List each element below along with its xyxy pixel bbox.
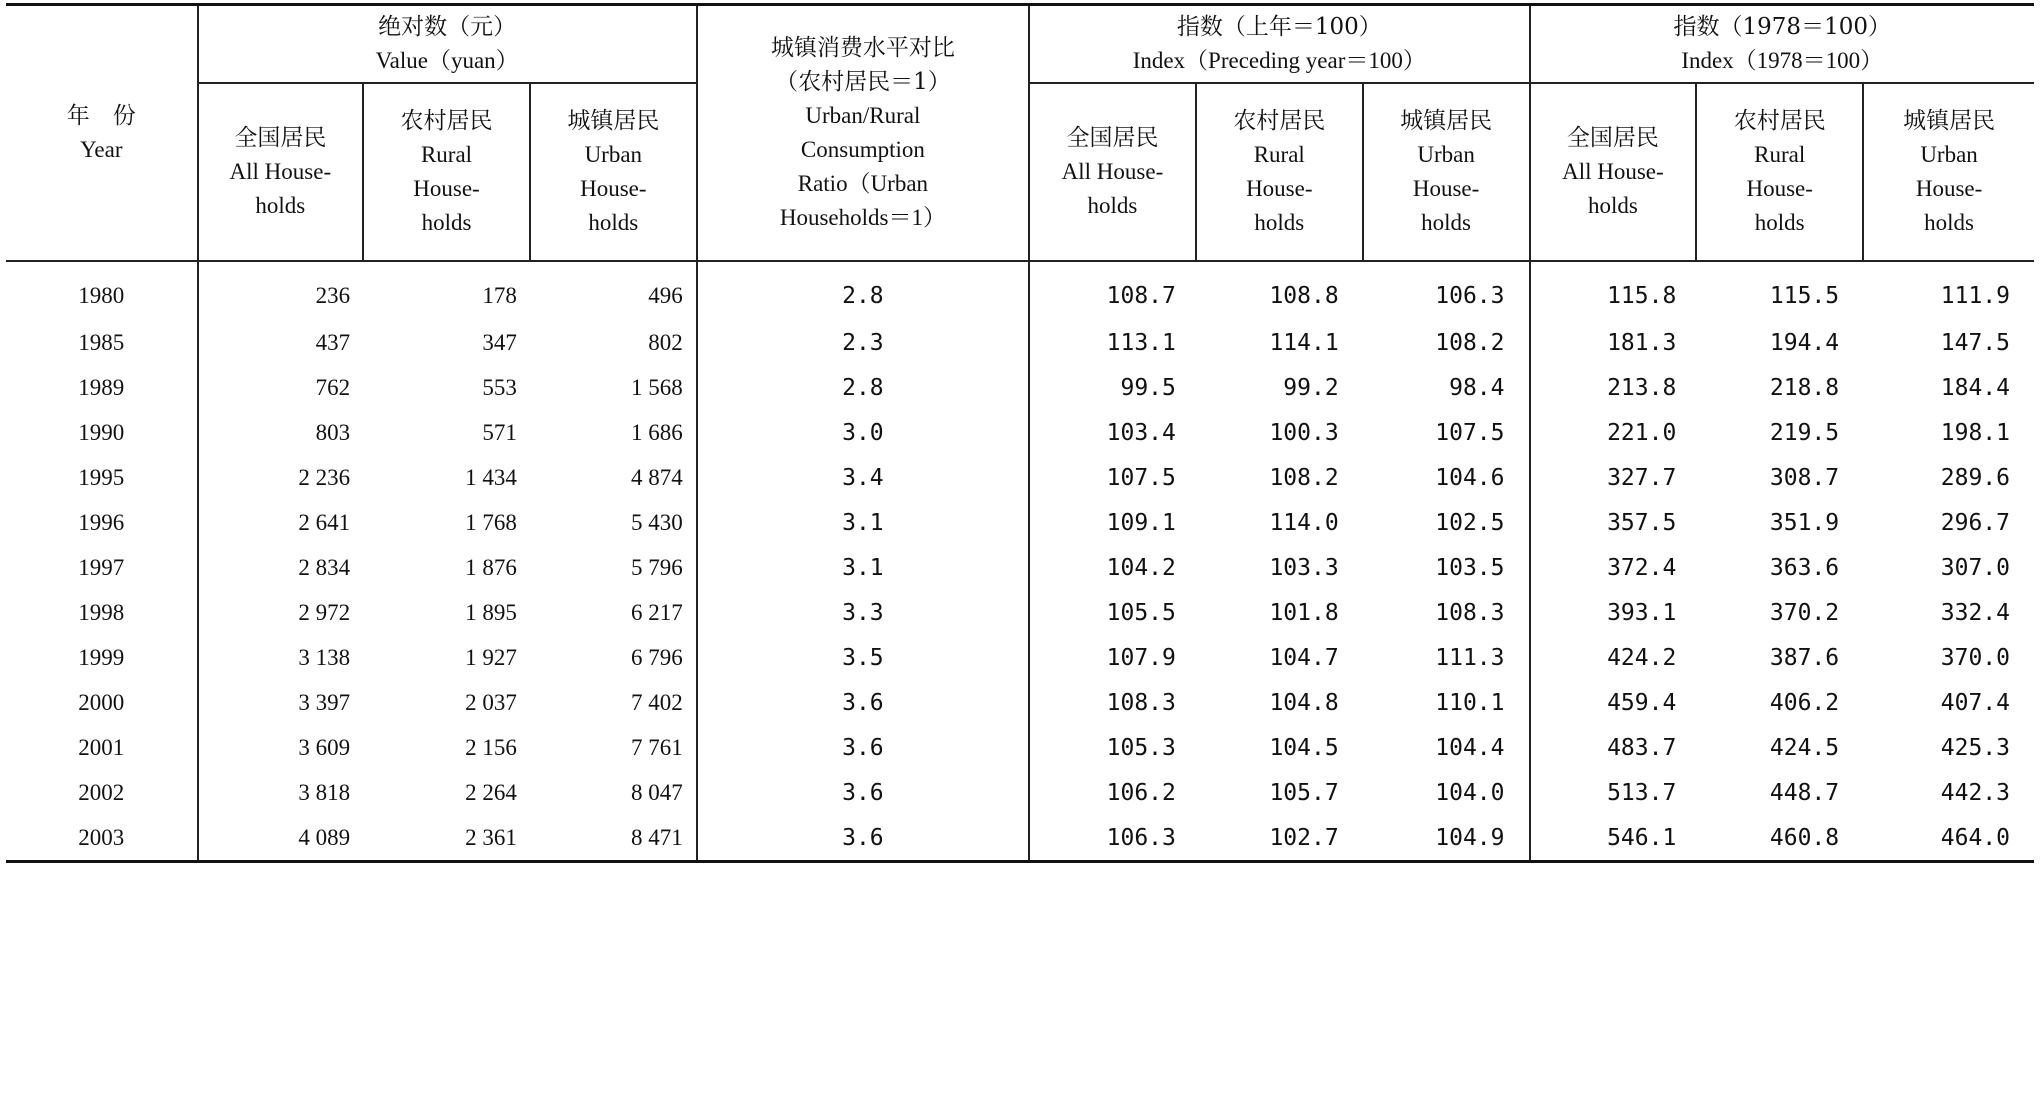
value-rural-cell: 1 768 <box>465 509 517 535</box>
index-1978-rural-cell: 406.2 <box>1769 689 1840 716</box>
consumption-level-table <box>6 3 2034 863</box>
year-cell: 1997 <box>6 545 198 590</box>
value-urban-cell: 8 471 <box>530 815 697 862</box>
index-1978-rural-cell: 219.5 <box>1769 419 1840 446</box>
value-urban-cell: 7 761 <box>530 725 697 770</box>
index-prev-rural-cell: 104.5 <box>1269 734 1339 761</box>
sub-all-zh: 全国居民 <box>234 125 327 151</box>
sub-urban-en1: Urban <box>1417 142 1475 167</box>
value-urban-cell: 6 796 <box>530 635 697 680</box>
sub-all-zh: 全国居民 <box>1066 125 1159 151</box>
value-all-cell: 3 397 <box>298 689 351 715</box>
sub-rural-en3: holds <box>421 210 472 235</box>
value-urban-cell: 7 402 <box>530 680 697 725</box>
value-urban-cell: 5 796 <box>530 545 697 590</box>
sub-rural-en3: holds <box>1254 210 1305 235</box>
table-body <box>6 261 2034 862</box>
value-rural-cell: 1 434 <box>465 464 517 490</box>
index-prev-all-cell: 105.3 <box>1106 734 1176 761</box>
ratio-header <box>697 5 1029 262</box>
index-prev-all-cell: 104.2 <box>1106 554 1176 581</box>
index-prev-rural-cell: 99.2 <box>1283 374 1339 401</box>
index-1978-urban-cell: 332.4 <box>1940 599 2010 626</box>
sub-rural-en1: Rural <box>1253 142 1305 167</box>
index-prev-urban-cell: 102.5 <box>1363 500 1530 545</box>
value-all-cell: 2 834 <box>298 554 351 580</box>
index-1978-rural-cell: 363.6 <box>1769 554 1840 581</box>
index-prev-all-cell: 108.7 <box>1106 283 1176 309</box>
sub-urban-en2: House- <box>1915 176 1983 201</box>
index-prev-rural-cell: 101.8 <box>1269 599 1339 626</box>
index-1978-all-cell: 327.7 <box>1607 464 1677 491</box>
table-row <box>6 261 2034 320</box>
index-1978-rural-cell: 308.7 <box>1769 464 1840 491</box>
table-row <box>6 500 2034 545</box>
sub-all-zh: 全国居民 <box>1566 125 1659 151</box>
value-rural-cell: 571 <box>482 419 517 445</box>
year-cell: 1989 <box>6 365 198 410</box>
index-prev-rural-header <box>1196 83 1363 261</box>
table-row <box>6 365 2034 410</box>
index-prev-urban-cell: 103.5 <box>1363 545 1530 590</box>
year-cell: 1995 <box>6 455 198 500</box>
table-row <box>6 725 2034 770</box>
index-prev-rural-cell: 103.3 <box>1269 554 1339 581</box>
value-rural-cell: 2 156 <box>465 734 517 760</box>
year-cell: 2003 <box>6 815 198 862</box>
value-rural-cell: 1 927 <box>465 644 517 670</box>
index-prev-urban-cell: 106.3 <box>1363 261 1530 320</box>
index-1978-urban-cell: 184.4 <box>1940 374 2010 401</box>
value-all-cell: 3 609 <box>298 734 351 760</box>
index-prev-urban-cell: 110.1 <box>1363 680 1530 725</box>
value-urban-cell: 6 217 <box>530 590 697 635</box>
index-1978-en: Index（1978＝100） <box>1681 48 1884 73</box>
table-row <box>6 635 2034 680</box>
value-urban-cell: 5 430 <box>530 500 697 545</box>
table-row <box>6 455 2034 500</box>
sub-rural-zh: 农村居民 <box>1233 108 1326 134</box>
sub-rural-en1: Rural <box>1754 142 1806 167</box>
index-prev-rural-cell: 104.8 <box>1269 689 1339 716</box>
sub-rural-zh: 农村居民 <box>400 108 493 134</box>
sub-rural-en1: Rural <box>420 142 473 167</box>
year-cell: 1990 <box>6 410 198 455</box>
sub-urban-en1: Urban <box>1920 142 1978 167</box>
index-prev-all-cell: 108.3 <box>1106 689 1176 716</box>
ratio-cell: 3.3 <box>697 590 1029 635</box>
value-group-header <box>198 5 697 84</box>
value-urban-cell: 4 874 <box>530 455 697 500</box>
index-1978-urban-cell: 198.1 <box>1940 419 2010 446</box>
sub-all-en1: All House- <box>229 159 332 184</box>
sub-urban-zh: 城镇居民 <box>1400 108 1493 134</box>
year-cell: 1998 <box>6 590 198 635</box>
value-all-cell: 2 972 <box>298 599 351 625</box>
index-1978-all-cell: 357.5 <box>1607 509 1677 536</box>
value-rural-cell: 1 876 <box>465 554 517 580</box>
index-1978-all-cell: 213.8 <box>1607 374 1677 401</box>
index-1978-rural-cell: 218.8 <box>1769 374 1840 401</box>
index-1978-urban-header <box>1863 83 2034 261</box>
index-prev-zh: 指数（上年＝100） <box>1176 14 1382 40</box>
ratio-cell: 2.8 <box>697 261 1029 320</box>
index-1978-all-cell: 115.8 <box>1607 283 1677 309</box>
index-prev-urban-cell: 108.3 <box>1363 590 1530 635</box>
ratio-cell: 3.6 <box>697 680 1029 725</box>
year-cell: 2001 <box>6 725 198 770</box>
index-1978-zh: 指数（1978＝100） <box>1673 14 1891 40</box>
value-urban-cell: 8 047 <box>530 770 697 815</box>
sub-all-en1: All House- <box>1061 159 1164 184</box>
table-row <box>6 815 2034 862</box>
ratio-en-4: Households＝1） <box>779 205 946 230</box>
ratio-cell: 3.5 <box>697 635 1029 680</box>
value-group-zh: 绝对数（元） <box>378 14 517 40</box>
ratio-cell: 3.1 <box>697 500 1029 545</box>
index-1978-rural-header <box>1696 83 1863 261</box>
ratio-cell: 3.6 <box>697 725 1029 770</box>
value-rural-cell: 347 <box>482 329 517 355</box>
table-row <box>6 770 2034 815</box>
value-all-cell: 2 641 <box>298 509 351 535</box>
ratio-cell: 3.1 <box>697 545 1029 590</box>
index-prev-all-cell: 105.5 <box>1106 599 1176 626</box>
index-1978-rural-cell: 115.5 <box>1769 283 1840 309</box>
index-prev-rural-cell: 114.0 <box>1269 509 1339 536</box>
index-prev-all-cell: 106.2 <box>1106 779 1176 806</box>
index-prev-en: Index（Preceding year＝100） <box>1132 48 1426 73</box>
index-1978-all-cell: 221.0 <box>1607 419 1677 446</box>
sub-urban-zh: 城镇居民 <box>567 108 660 134</box>
table-header <box>6 5 2034 262</box>
ratio-en-3: Ratio（Urban <box>797 171 929 196</box>
index-1978-urban-cell: 425.3 <box>1940 734 2010 761</box>
sub-urban-zh: 城镇居民 <box>1903 108 1996 134</box>
index-1978-urban-cell: 289.6 <box>1940 464 2010 491</box>
value-all-cell: 803 <box>315 419 351 445</box>
value-urban-header <box>530 83 697 261</box>
index-prev-rural-cell: 100.3 <box>1269 419 1339 446</box>
year-header <box>6 5 198 262</box>
sub-rural-en3: holds <box>1754 210 1805 235</box>
index-prev-urban-cell: 104.4 <box>1363 725 1530 770</box>
sub-all-en2: holds <box>1087 193 1138 218</box>
value-all-header <box>198 83 364 261</box>
value-all-cell: 437 <box>315 329 351 355</box>
index-1978-all-cell: 459.4 <box>1607 689 1677 716</box>
value-urban-cell: 496 <box>530 261 697 320</box>
index-prev-all-cell: 113.1 <box>1106 329 1176 356</box>
ratio-en-1: Urban/Rural <box>805 103 921 128</box>
index-prev-urban-cell: 98.4 <box>1363 365 1530 410</box>
value-all-cell: 236 <box>315 283 351 308</box>
index-1978-all-cell: 393.1 <box>1607 599 1677 626</box>
index-prev-all-cell: 103.4 <box>1106 419 1176 446</box>
index-prev-urban-header <box>1363 83 1530 261</box>
value-rural-cell: 2 037 <box>465 689 517 715</box>
table-row <box>6 590 2034 635</box>
sub-rural-en2: House- <box>413 176 480 201</box>
index-1978-all-header <box>1530 83 1697 261</box>
index-prev-urban-cell: 104.0 <box>1363 770 1530 815</box>
index-1978-urban-cell: 370.0 <box>1940 644 2010 671</box>
sub-all-en1: All House- <box>1562 159 1664 184</box>
index-1978-urban-cell: 296.7 <box>1940 509 2010 536</box>
index-1978-urban-cell: 147.5 <box>1940 329 2010 356</box>
index-1978-urban-cell: 442.3 <box>1940 779 2010 806</box>
value-rural-cell: 2 361 <box>465 824 517 850</box>
index-1978-rural-cell: 370.2 <box>1769 599 1840 626</box>
sub-all-en2: holds <box>255 193 306 218</box>
sub-rural-en2: House- <box>1246 176 1313 201</box>
index-prev-rural-cell: 108.8 <box>1269 283 1339 309</box>
index-1978-rural-cell: 194.4 <box>1769 329 1840 356</box>
ratio-cell: 3.6 <box>697 770 1029 815</box>
index-prev-all-cell: 106.3 <box>1106 824 1176 851</box>
index-1978-all-cell: 483.7 <box>1607 734 1677 761</box>
ratio-en-2: Consumption <box>800 137 925 162</box>
sub-urban-en2: House- <box>580 176 647 201</box>
ratio-cell: 2.8 <box>697 365 1029 410</box>
sub-urban-en2: House- <box>1412 176 1480 201</box>
index-prev-all-cell: 107.9 <box>1106 644 1176 671</box>
value-rural-header <box>363 83 530 261</box>
value-all-cell: 4 089 <box>298 824 351 850</box>
year-cell: 1996 <box>6 500 198 545</box>
year-cell: 1985 <box>6 320 198 365</box>
index-prev-urban-cell: 104.6 <box>1363 455 1530 500</box>
value-rural-cell: 178 <box>482 283 517 308</box>
sub-all-en2: holds <box>1587 193 1638 218</box>
index-prev-urban-cell: 111.3 <box>1363 635 1530 680</box>
index-prev-rural-cell: 104.7 <box>1269 644 1339 671</box>
value-urban-cell: 1 686 <box>530 410 697 455</box>
index-prev-urban-cell: 107.5 <box>1363 410 1530 455</box>
sub-urban-en3: holds <box>1421 210 1472 235</box>
index-1978-all-cell: 513.7 <box>1607 779 1677 806</box>
index-prev-rural-cell: 102.7 <box>1269 824 1339 851</box>
year-cell: 1980 <box>6 261 198 320</box>
value-urban-cell: 1 568 <box>530 365 697 410</box>
ratio-cell: 3.0 <box>697 410 1029 455</box>
year-header-en: Year <box>80 137 123 162</box>
ratio-cell: 3.4 <box>697 455 1029 500</box>
year-header-zh: 年 份 <box>66 103 136 129</box>
sub-urban-en3: holds <box>588 210 639 235</box>
ratio-zh-2: （农村居民＝1） <box>775 69 951 95</box>
index-1978-urban-cell: 307.0 <box>1940 554 2010 581</box>
ratio-zh-1: 城镇消费水平对比 <box>770 35 955 61</box>
index-1978-rural-cell: 448.7 <box>1769 779 1840 806</box>
year-cell: 1999 <box>6 635 198 680</box>
year-cell: 2000 <box>6 680 198 725</box>
value-all-cell: 762 <box>315 374 351 400</box>
index-1978-all-cell: 181.3 <box>1607 329 1677 356</box>
index-prev-rural-cell: 108.2 <box>1269 464 1339 491</box>
index-1978-group-header <box>1530 5 2035 84</box>
year-cell: 2002 <box>6 770 198 815</box>
sub-urban-en3: holds <box>1924 210 1974 235</box>
value-group-en: Value（yuan） <box>375 48 519 73</box>
index-1978-rural-cell: 351.9 <box>1769 509 1840 536</box>
index-1978-urban-cell: 464.0 <box>1940 824 2010 851</box>
value-urban-cell: 802 <box>530 320 697 365</box>
value-rural-cell: 553 <box>482 374 517 400</box>
value-all-cell: 2 236 <box>298 464 351 490</box>
index-1978-rural-cell: 387.6 <box>1769 644 1840 671</box>
index-prev-rural-cell: 105.7 <box>1269 779 1339 806</box>
index-prev-urban-cell: 104.9 <box>1363 815 1530 862</box>
value-rural-cell: 1 895 <box>465 599 517 625</box>
index-prev-all-cell: 107.5 <box>1106 464 1176 491</box>
sub-rural-zh: 农村居民 <box>1733 108 1826 134</box>
table-row <box>6 545 2034 590</box>
value-all-cell: 3 818 <box>298 779 351 805</box>
value-rural-cell: 2 264 <box>465 779 517 805</box>
index-1978-all-cell: 424.2 <box>1607 644 1677 671</box>
table-row <box>6 410 2034 455</box>
value-all-cell: 3 138 <box>298 644 351 670</box>
index-prev-all-cell: 109.1 <box>1106 509 1176 536</box>
ratio-cell: 3.6 <box>697 815 1029 862</box>
ratio-cell: 2.3 <box>697 320 1029 365</box>
sub-urban-en1: Urban <box>584 142 643 167</box>
index-prev-urban-cell: 108.2 <box>1363 320 1530 365</box>
index-prev-group-header <box>1029 5 1529 84</box>
index-1978-urban-cell: 111.9 <box>1940 283 2010 309</box>
index-1978-urban-cell: 407.4 <box>1940 689 2010 716</box>
index-prev-all-header <box>1029 83 1196 261</box>
index-1978-all-cell: 372.4 <box>1607 554 1677 581</box>
table-row <box>6 320 2034 365</box>
table-row <box>6 680 2034 725</box>
index-prev-all-cell: 99.5 <box>1120 374 1176 401</box>
sub-rural-en2: House- <box>1746 176 1813 201</box>
index-prev-rural-cell: 114.1 <box>1269 329 1339 356</box>
index-1978-all-cell: 546.1 <box>1607 824 1677 851</box>
index-1978-rural-cell: 424.5 <box>1769 734 1840 761</box>
index-1978-rural-cell: 460.8 <box>1769 824 1840 851</box>
